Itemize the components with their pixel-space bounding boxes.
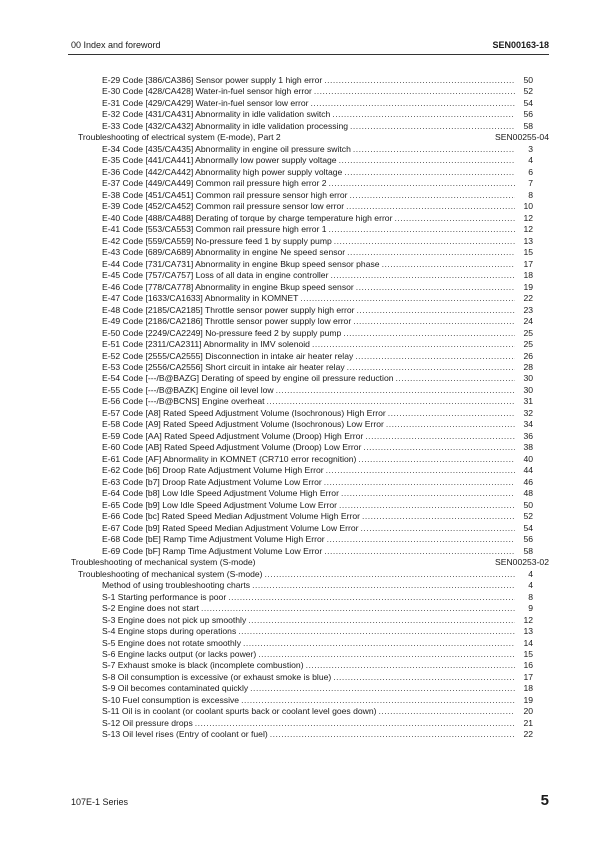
toc-entry <box>102 638 533 649</box>
toc-page-number: 50 <box>523 499 533 510</box>
toc-section-heading <box>71 557 549 568</box>
dot-leader <box>332 109 515 120</box>
dot-leader <box>314 86 515 97</box>
toc-entry-title: E-64 Code [b8] Low Idle Speed Adjustment Volume High Error <box>102 488 339 499</box>
toc-page-number: 34 <box>523 419 533 430</box>
toc-entry <box>102 213 533 224</box>
dot-leader <box>365 431 515 442</box>
toc-entry <box>102 649 533 660</box>
footer-series: 107E-1 Series <box>71 797 129 807</box>
toc-page-number: 7 <box>528 178 533 189</box>
dot-leader <box>270 729 515 740</box>
dot-leader <box>344 167 515 178</box>
toc-page-number: 13 <box>523 626 533 637</box>
dot-leader <box>361 523 515 534</box>
toc-entry-title: S-3 Engine does not pick up smoothly <box>102 614 247 625</box>
dot-leader <box>326 465 515 476</box>
dot-leader <box>201 603 515 614</box>
toc-page-number: 13 <box>523 235 533 246</box>
toc-page-number: 46 <box>523 476 533 487</box>
toc-entry-title: E-56 Code [---/B@BCNS] Engine overheat <box>102 396 265 407</box>
toc-entry-title: S-5 Engine does not rotate smoothly <box>102 637 242 648</box>
dot-leader <box>243 638 515 649</box>
dot-leader <box>265 569 515 580</box>
toc-section-reference: SEN00255-04 <box>495 132 549 143</box>
toc-page-number: 19 <box>523 281 533 292</box>
toc-entry-title: E-30 Code [428/CA428] Water-in-fuel sensor high error <box>102 86 312 97</box>
toc-entry-title: E-37 Code [449/CA449] Common rail pressure high error 2 <box>102 178 327 189</box>
dot-leader <box>341 488 515 499</box>
toc-page-number: 23 <box>523 304 533 315</box>
toc-section-heading <box>78 132 549 143</box>
toc-page-number: 17 <box>523 258 533 269</box>
dot-leader <box>396 373 515 384</box>
toc-page-number: 31 <box>523 396 533 407</box>
toc-entry-title: S-6 Engine lacks output (or lacks power) <box>102 649 257 659</box>
dot-leader <box>330 270 515 281</box>
toc-page-number: 50 <box>523 75 533 85</box>
page-number: 5 <box>540 792 549 809</box>
toc-entry <box>102 224 533 235</box>
toc-page-number: 21 <box>523 717 533 728</box>
toc-page-number: 24 <box>523 316 533 327</box>
toc-page-number: 52 <box>523 511 533 522</box>
toc-entry <box>102 75 533 86</box>
dot-leader <box>347 362 515 373</box>
toc-entry <box>102 500 533 511</box>
dot-leader <box>329 224 515 235</box>
toc-entry <box>102 144 533 155</box>
toc-page-number: 19 <box>523 694 533 705</box>
toc-entry-title: E-40 Code [488/CA488] Derating of torque by charge temperature high error <box>102 212 393 223</box>
toc-page-number: 48 <box>523 488 533 499</box>
dot-leader <box>228 592 515 603</box>
running-header-title: 00 Index and foreword <box>71 40 161 50</box>
dot-leader <box>250 683 515 694</box>
dot-leader <box>258 649 515 660</box>
toc-page-number: 54 <box>523 97 533 108</box>
toc-entry-title: E-38 Code [451/CA451] Common rail pressure sensor high error <box>102 189 348 200</box>
toc-entry <box>102 167 533 178</box>
toc-entry-title: E-42 Code [559/CA559] No-pressure feed 1 by supply pump <box>102 235 332 246</box>
toc-entry <box>102 270 533 281</box>
toc-entry-title: E-52 Code [2555/CA2555] Disconnection in intake air heater relay <box>102 350 354 361</box>
toc-entry <box>102 339 533 350</box>
toc-entry <box>102 293 533 304</box>
toc-page-number: 32 <box>523 407 533 418</box>
toc-entry <box>102 488 533 499</box>
toc-entry-title: E-67 Code [b9] Rated Speed Median Adjustment Volume Low Error <box>102 522 359 533</box>
toc-page-number: 3 <box>528 143 533 154</box>
toc-entry-title: E-55 Code [---/B@BAZK] Engine oil level low <box>102 384 274 395</box>
dot-leader <box>350 121 515 132</box>
toc-entry-title: E-60 Code [AB] Rated Speed Adjustment Volume (Droop) Low Error <box>102 442 362 453</box>
toc-page-number: 52 <box>523 86 533 97</box>
toc-page-number: 40 <box>523 453 533 464</box>
toc-entry-title: E-50 Code [2249/CA2249] No-pressure feed 2 by supply pump <box>102 327 342 338</box>
dot-leader <box>267 396 515 407</box>
toc-entry <box>102 178 533 189</box>
toc-entry-title: E-46 Code [778/CA778] Abnormality in engine Bkup speed sensor <box>102 281 354 292</box>
toc-page-number: 22 <box>523 729 533 740</box>
dot-leader <box>333 672 515 683</box>
toc-entry-title: S-13 Oil level rises (Entry of coolant or fuel) <box>102 729 268 740</box>
toc-entry-title: E-66 Code [bc] Rated Speed Median Adjustment Volume High Error <box>102 511 360 522</box>
document-code: SEN00163-18 <box>492 40 549 50</box>
dot-leader <box>353 144 515 155</box>
toc-entry-title: E-36 Code [442/CA442] Abnormality high power supply voltage <box>102 166 343 177</box>
toc-entry-title: S-7 Exhaust smoke is black (incomplete combustion) <box>102 660 304 671</box>
dot-leader <box>363 442 515 453</box>
toc-page-number: 15 <box>523 649 533 659</box>
dot-leader <box>343 328 515 339</box>
toc-entry-title: E-48 Code [2185/CA2185] Throttle sensor power supply high error <box>102 304 355 315</box>
toc-entry <box>102 465 533 476</box>
toc-page-number: 58 <box>523 545 533 556</box>
toc-entry-title: S-2 Engine does not start <box>102 603 199 614</box>
dot-leader <box>347 247 515 258</box>
toc-entry-title: E-43 Code [689/CA689] Abnormality in engine Ne speed sensor <box>102 247 346 258</box>
toc-entry-title: E-51 Code [2311/CA2311] Abnormality in IMV solenoid <box>102 339 310 350</box>
toc-page-number: 15 <box>523 247 533 258</box>
toc-entry <box>102 385 533 396</box>
toc-entry-title: Troubleshooting of electrical system (E-mode), Part 2 <box>78 132 281 143</box>
toc-page-number: 18 <box>523 270 533 281</box>
toc-entry-title: E-53 Code [2556/CA2556] Short circuit in intake air heater relay <box>102 362 345 372</box>
dot-leader <box>327 534 515 545</box>
toc-page-number: 30 <box>523 384 533 395</box>
toc-page-number: 56 <box>523 109 533 120</box>
dot-leader <box>324 546 515 557</box>
toc-entry <box>102 316 533 327</box>
dot-leader <box>356 282 515 293</box>
toc-entry <box>102 247 533 258</box>
toc-entry-title: E-33 Code [432/CA432] Abnormality in idle validation processing <box>102 120 349 131</box>
toc-page-number: 30 <box>523 373 533 384</box>
toc-entry-title: E-32 Code [431/CA431] Abnormality in idle validation switch <box>102 109 331 120</box>
toc-page-number: 10 <box>523 201 533 212</box>
toc-page-number: 22 <box>523 293 533 304</box>
toc-entry <box>102 706 533 717</box>
dot-leader <box>386 419 515 430</box>
toc-page-number: 28 <box>523 362 533 372</box>
toc-entry <box>102 695 533 706</box>
toc-page-number: 54 <box>523 522 533 533</box>
toc-page-number: 38 <box>523 442 533 453</box>
toc-entry <box>102 373 533 384</box>
toc-entry <box>102 511 533 522</box>
toc-entry <box>102 305 533 316</box>
toc-section-reference: SEN00253-02 <box>495 557 549 568</box>
toc-page-number: 9 <box>528 603 533 614</box>
toc-entry <box>102 546 533 557</box>
header-rule <box>68 54 549 55</box>
toc-entry-title: S-11 Oil is in coolant (or coolant spurts back or coolant level goes down) <box>102 706 377 717</box>
toc-entry <box>102 282 533 293</box>
dot-leader <box>329 178 515 189</box>
toc-entry <box>102 190 533 201</box>
toc-page-number: 58 <box>523 120 533 131</box>
toc-page-number: 18 <box>523 683 533 694</box>
dot-leader <box>276 385 515 396</box>
toc-entry-title: E-35 Code [441/CA441] Abnormally low power supply voltage <box>102 155 337 166</box>
dot-leader <box>252 580 515 591</box>
toc-entry <box>102 259 533 270</box>
toc-entry-title: E-54 Code [---/B@BAZG] Derating of speed by engine oil pressure reduction <box>102 373 394 384</box>
dot-leader <box>195 718 515 729</box>
toc-entry-title: E-69 Code [bF] Ramp Time Adjustment Volume Low Error <box>102 545 323 556</box>
toc-entry-title: Troubleshooting of mechanical system (S-mode) <box>78 568 263 579</box>
toc-entry-title: E-44 Code [731/CA731] Abnormality in engine Bkup speed sensor phase <box>102 258 380 269</box>
toc-page-number: 56 <box>523 534 533 545</box>
toc-entry <box>102 592 533 603</box>
dot-leader <box>324 477 515 488</box>
toc-entry-title: E-61 Code [AF] Abnormality in KOMNET (CR710 error recognition) <box>102 453 357 464</box>
toc-entry <box>102 419 533 430</box>
dot-leader <box>324 75 515 86</box>
toc-entry <box>102 362 533 373</box>
toc-page-number: 4 <box>528 155 533 166</box>
toc-entry-title: E-59 Code [AA] Rated Speed Adjustment Volume (Droop) High Error <box>102 430 364 441</box>
toc-entry-title: E-29 Code [386/CA386] Sensor power supply 1 high error <box>102 75 323 85</box>
toc-page-number: 25 <box>523 339 533 350</box>
dot-leader <box>350 190 515 201</box>
toc-entry <box>102 580 533 591</box>
toc-entry <box>102 98 533 109</box>
toc-entry <box>102 155 533 166</box>
toc-entry <box>102 672 533 683</box>
dot-leader <box>362 511 515 522</box>
toc-entry-title: S-10 Fuel consumption is excessive <box>102 694 240 705</box>
toc-page-number: 12 <box>523 212 533 223</box>
toc-page-number: 36 <box>523 430 533 441</box>
dot-leader <box>355 351 515 362</box>
dot-leader <box>311 98 515 109</box>
toc-page-number: 14 <box>523 637 533 648</box>
dot-leader <box>382 259 515 270</box>
toc-entry <box>102 603 533 614</box>
toc-page-number: 12 <box>523 224 533 235</box>
toc-page-number: 44 <box>523 465 533 476</box>
toc-entry <box>102 431 533 442</box>
toc-page-number: 12 <box>523 614 533 625</box>
toc-entry <box>102 442 533 453</box>
dot-leader <box>379 706 515 717</box>
toc-entry <box>102 615 533 626</box>
toc-page-number: 4 <box>528 580 533 591</box>
toc-page-number: 8 <box>528 591 533 602</box>
toc-entry <box>102 729 533 740</box>
dot-leader <box>241 695 515 706</box>
dot-leader <box>339 155 515 166</box>
toc-page-number: 17 <box>523 671 533 682</box>
dot-leader <box>300 293 515 304</box>
dot-leader <box>339 500 515 511</box>
toc-entry-title: E-65 Code [b9] Low Idle Speed Adjustment Volume Low Error <box>102 499 338 510</box>
toc-entry-title: E-45 Code [757/CA757] Loss of all data in engine controller <box>102 270 329 281</box>
toc-entry <box>102 477 533 488</box>
toc-entry-title: Troubleshooting of mechanical system (S-mode) <box>71 557 256 568</box>
toc-entry <box>102 328 533 339</box>
dot-leader <box>358 454 515 465</box>
toc-entry-title: E-34 Code [435/CA435] Abnormality in engine oil pressure switch <box>102 143 351 154</box>
toc-entry <box>102 660 533 671</box>
toc-entry-title: S-9 Oil becomes contaminated quickly <box>102 683 249 694</box>
toc-entry <box>102 201 533 212</box>
toc-entry-title: E-39 Code [452/CA452] Common rail pressure sensor low error <box>102 201 345 212</box>
toc-entry-title: E-68 Code [bE] Ramp Time Adjustment Volume High Error <box>102 534 325 545</box>
toc-entry <box>102 523 533 534</box>
dot-leader <box>238 626 515 637</box>
dot-leader <box>306 660 515 671</box>
toc-entry <box>102 408 533 419</box>
toc-page-number: 4 <box>528 568 533 579</box>
toc-entry-title: E-63 Code [b7] Droop Rate Adjustment Volume Low Error <box>102 476 322 487</box>
dot-leader <box>312 339 515 350</box>
dot-leader <box>334 236 515 247</box>
toc-entry <box>102 396 533 407</box>
toc-entry-title: E-31 Code [429/CA429] Water-in-fuel sensor low error <box>102 97 309 108</box>
dot-leader <box>357 305 515 316</box>
toc-entry-title: Method of using troubleshooting charts <box>102 580 251 591</box>
toc-entry-title: E-58 Code [A9] Rated Speed Adjustment Volume (Isochronous) Low Error <box>102 419 384 430</box>
toc-page-number: 16 <box>523 660 533 671</box>
toc-entry-title: E-62 Code [b6] Droop Rate Adjustment Volume High Error <box>102 465 324 476</box>
toc-entry <box>102 626 533 637</box>
toc-entry <box>102 718 533 729</box>
toc-page-number: 20 <box>523 706 533 717</box>
dot-leader <box>394 213 515 224</box>
toc-entry-title: S-1 Starting performance is poor <box>102 591 227 602</box>
toc-entry <box>102 86 533 97</box>
toc-entry-title: S-4 Engine stops during operations <box>102 626 237 637</box>
toc-entry <box>102 683 533 694</box>
toc-entry <box>102 454 533 465</box>
toc-entry <box>102 534 533 545</box>
toc-entry <box>78 569 533 580</box>
toc-entry <box>102 236 533 247</box>
toc-entry-title: S-8 Oil consumption is excessive (or exhaust smoke is blue) <box>102 671 332 682</box>
dot-leader <box>346 201 515 212</box>
toc-page-number: 6 <box>528 166 533 177</box>
toc-entry <box>102 121 533 132</box>
toc-entry-title: E-49 Code [2186/CA2186] Throttle sensor power supply low error <box>102 316 352 327</box>
dot-leader <box>353 316 515 327</box>
toc-page-number: 25 <box>523 327 533 338</box>
toc-entry-title: S-12 Oil pressure drops <box>102 717 193 728</box>
toc-entry-title: E-57 Code [A8] Rated Speed Adjustment Volume (Isochronous) High Error <box>102 407 386 418</box>
toc-entry-title: E-47 Code [1633/CA1633] Abnormality in KOMNET <box>102 293 299 304</box>
toc-entry <box>102 109 533 120</box>
toc-page-number: 8 <box>528 189 533 200</box>
dot-leader <box>388 408 515 419</box>
toc-entry <box>102 351 533 362</box>
dot-leader <box>248 615 515 626</box>
toc-entry-title: E-41 Code [553/CA553] Common rail pressure high error 1 <box>102 224 327 235</box>
toc-page-number: 26 <box>523 350 533 361</box>
